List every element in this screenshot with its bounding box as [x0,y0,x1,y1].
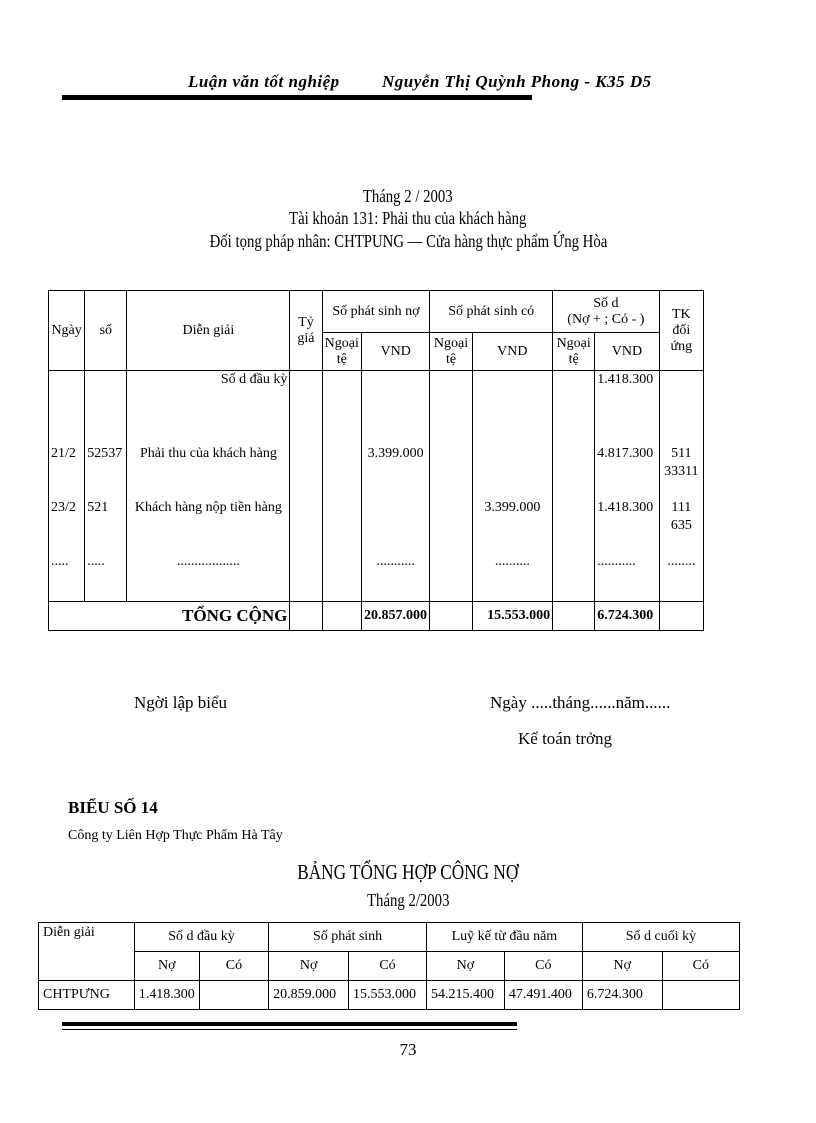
page-number: 73 [399,1040,417,1059]
col-tk: TK đối ứng [659,291,703,371]
row3-tk: ........ [659,553,703,571]
header-left: Luận văn tốt nghiệp [188,72,340,91]
sum-sub-co-1: Có [199,952,268,981]
table-row [49,553,704,571]
title-account: Tài khoản 131: Phải thu của khách hàng [289,208,527,228]
sum-col-dau-ky: Số d đầu kỳ [134,923,268,952]
title-month: Tháng 2 / 2003 [363,186,453,206]
sum-sub-co-3: Có [504,952,582,981]
row2-so: 521 [85,499,127,517]
summary-table [38,922,740,1010]
sum-col-dien-giai: Diễn giải [39,923,135,981]
col-du-label: Số d [593,295,619,311]
sub-ngoai-te-co: Ngoại tệ [430,333,472,371]
total-no: 20.857.000 [361,601,429,630]
sum-sub-no-2: Nợ [269,952,349,981]
col-dien-giai: Diễn giải [127,291,290,371]
sub-vnd-co: VND [472,333,552,371]
footer-rule-thin [62,1029,517,1030]
row1-dien-giai: Phải thu của khách hàng [127,445,290,463]
sub-ngoai-te-du: Ngoại tệ [553,333,595,371]
sum-row-lk-co: 47.491.400 [504,981,582,1010]
header-right: Nguyễn Thị Quỳnh Phong - K35 D5 [382,72,652,91]
footer-rule [62,1022,517,1026]
row3-dien-giai: .................. [127,553,290,571]
summary-month: Tháng 2/2003 [366,890,450,910]
col-co: Số phát sinh có [430,291,553,333]
table-row [49,445,704,463]
table-row-opening [49,371,704,390]
biu-label: BIỂU SỐ 14 [68,798,158,817]
row2-co: 3.399.000 [472,499,552,517]
table-row [39,981,740,1010]
col-ty-gia: Tỷ giá [290,291,322,371]
row3-co: .......... [472,553,552,571]
sub-vnd-no: VND [361,333,429,371]
sum-row-ps-co: 15.553.000 [349,981,427,1010]
sum-row-ck-co [662,981,739,1010]
sum-sub-no-4: Nợ [582,952,662,981]
row1-ngay: 21/2 [49,445,85,463]
sum-sub-no-1: Nợ [134,952,199,981]
sum-row-name: CHTPƯNG [39,981,135,1010]
table-row-total [49,601,704,630]
total-du: 6.724.300 [595,601,659,630]
row2-tk: 111 [659,499,703,517]
col-no: Số phát sinh nợ [322,291,430,333]
sum-col-cuoi-ky: Số d cuối kỳ [582,923,739,952]
signature-preparer: Ngời lập biểu [134,693,228,712]
col-ngay: Ngày [49,291,85,371]
sum-col-phat-sinh: Số phát sinh [269,923,427,952]
summary-title: BẢNG TỔNG HỢP CÔNG NỢ [297,860,519,884]
header-rule [62,95,532,100]
sum-row-dau-no: 1.418.300 [134,981,199,1010]
sum-sub-no-3: Nợ [426,952,504,981]
sum-sub-co-4: Có [662,952,739,981]
row2-ngay: 23/2 [49,499,85,517]
table-row [49,499,704,517]
row1-no: 3.399.000 [361,445,429,463]
row2-dien-giai: Khách hàng nộp tiền hàng [127,499,290,517]
opening-label: Số d đầu kỳ [127,371,290,390]
sum-col-luy-ke: Luỹ kế từ đầu năm [426,923,582,952]
row1-du: 4.817.300 [595,445,659,463]
signature-accountant: Kế toán trởng [518,729,612,748]
row1-tk2: 33311 [659,463,703,481]
row2-du: 1.418.300 [595,499,659,517]
row3-ngay: ..... [49,553,85,571]
sum-row-dau-co [199,981,268,1010]
ledger-table [48,290,704,631]
sum-row-ck-no: 6.724.300 [582,981,662,1010]
company-name: Công ty Liên Hợp Thực Phẩm Hà Tây [68,828,283,843]
sum-row-lk-no: 54.215.400 [426,981,504,1010]
row3-so: ..... [85,553,127,571]
row2-tk2: 635 [659,517,703,535]
opening-du: 1.418.300 [595,371,659,390]
row1-tk: 511 [659,445,703,463]
sum-row-ps-no: 20.859.000 [269,981,349,1010]
title-customer: Đối tọng pháp nhân: CHTPUNG — Cửa hàng thực phẩm Ứng Hòa [209,231,607,251]
row3-no: ........... [361,553,429,571]
col-du-sub: (Nợ + ; Có - ) [567,311,645,327]
row1-so: 52537 [85,445,127,463]
total-co: 15.553.000 [472,601,552,630]
sub-ngoai-te-no: Ngoại tệ [322,333,361,371]
col-so: số [85,291,127,371]
sum-sub-co-2: Có [349,952,427,981]
col-du [553,291,660,333]
signature-date: Ngày .....tháng......năm...... [490,693,671,712]
row3-du: ........... [595,553,659,571]
total-label: TỔNG CỘNG [49,601,290,630]
sub-vnd-du: VND [595,333,659,371]
